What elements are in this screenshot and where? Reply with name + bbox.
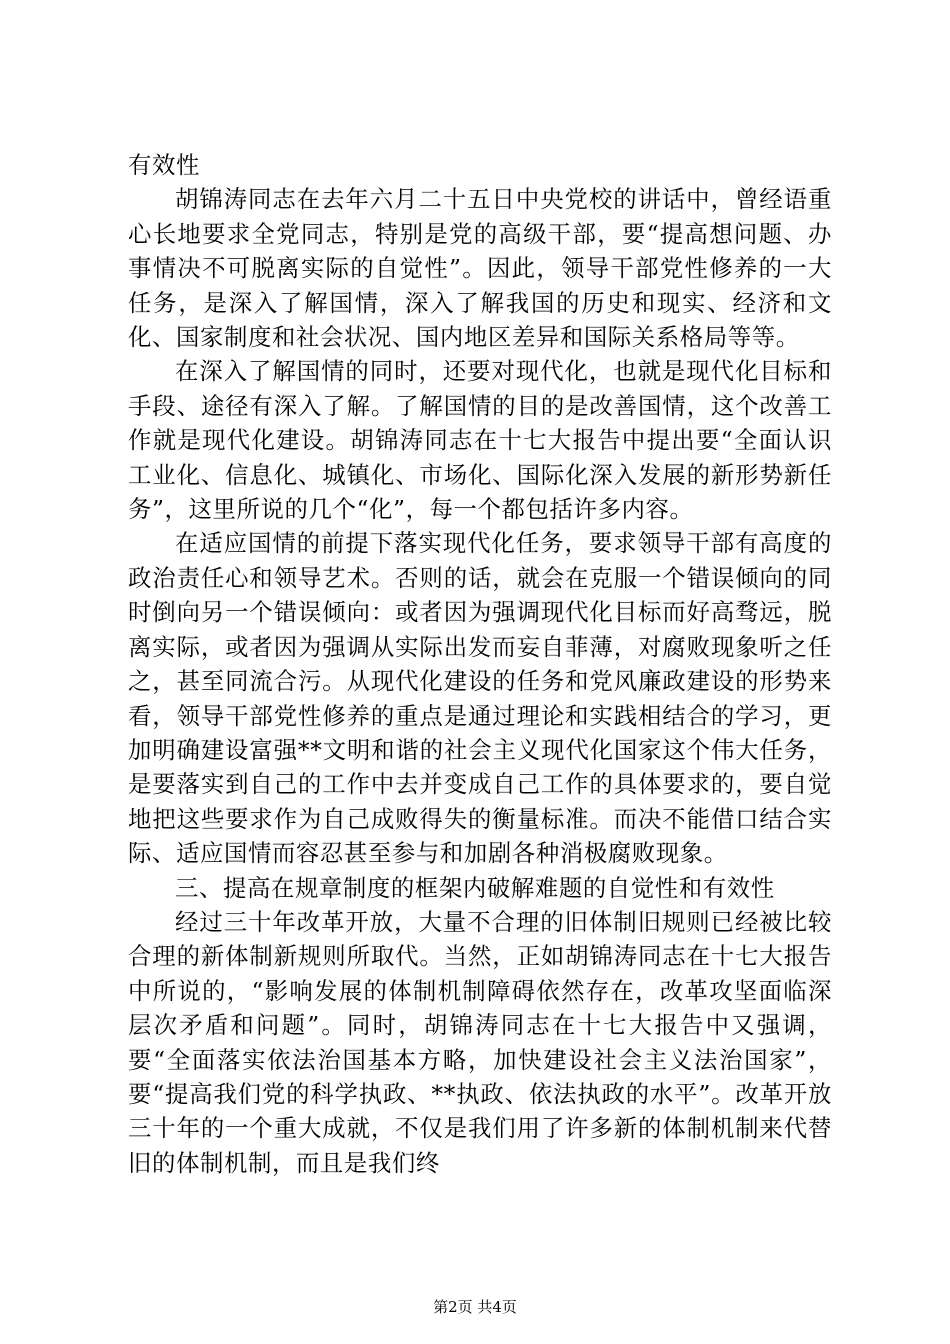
- document-body: [128, 148, 832, 1180]
- paragraph: 胡锦涛同志在去年六月二十五日中央党校的讲话中，曾经语重心长地要求全党同志，特别是党的高级干部，要“提高想问题、办事情决不可脱离实际的自觉性”。因此，领导干部党性修养的一大任务，是深入了解国情，深入了解我国的历史和现实、经济和文化、国家制度和社会状况、国内地区差异和国际关系格局等等。: [128, 185, 832, 352]
- paragraph: 在适应国情的前提下落实现代化任务，要求领导干部有高度的政治责任心和领导艺术。否则的话，就会在克服一个错误倾向的同时倒向另一个错误倾向：或者因为强调现代化目标而好高骛远，脱离实际，或者因为强调从实际出发而妄自菲薄，对腐败现象听之任之，甚至同流合污。从现代化建设的任务和党风廉政建设的形势来看，领导干部党性修养的重点是通过理论和实践相结合的学习，更加明确建设富强**文明和谐的社会主义现代化国家这个伟大任务，是要落实到自己的工作中去并变成自己工作的具体要求的，要自觉地把这些要求作为自己成败得失的衡量标准。而决不能借口结合实际、适应国情而容忍甚至参与和加剧各种消极腐败现象。: [128, 529, 832, 868]
- page-footer: 第2页 共4页: [433, 1298, 517, 1316]
- section-heading: 三、提高在规章制度的框架内破解难题的自觉性和有效性: [175, 873, 775, 902]
- paragraph-fragment: 有效性: [128, 151, 200, 179]
- paragraph: 在深入了解国情的同时，还要对现代化，也就是现代化目标和手段、途径有深入了解。了解国情的目的是改善国情，这个改善工作就是现代化建设。胡锦涛同志在十七大报告中提出要“全面认识工业化、信息化、城镇化、市场化、国际化深入发展的新形势新任务”，这里所说的几个“化”，每一个都包括许多内容。: [128, 357, 832, 524]
- paragraph: 经过三十年改革开放，大量不合理的旧体制旧规则已经被比较合理的新体制新规则所取代。当然，正如胡锦涛同志在十七大报告中所说的，“影响发展的体制机制障碍依然存在，改革攻坚面临深层次矛盾和问题”。同时，胡锦涛同志在十七大报告中又强调，要“全面落实依法治国基本方略，加快建设社会主义法治国家”，要“提高我们党的科学执政、**执政、依法执政的水平”。改革开放三十年的一个重大成就，不仅是我们用了许多新的体制机制来代替旧的体制机制，而且是我们终: [128, 907, 832, 1177]
